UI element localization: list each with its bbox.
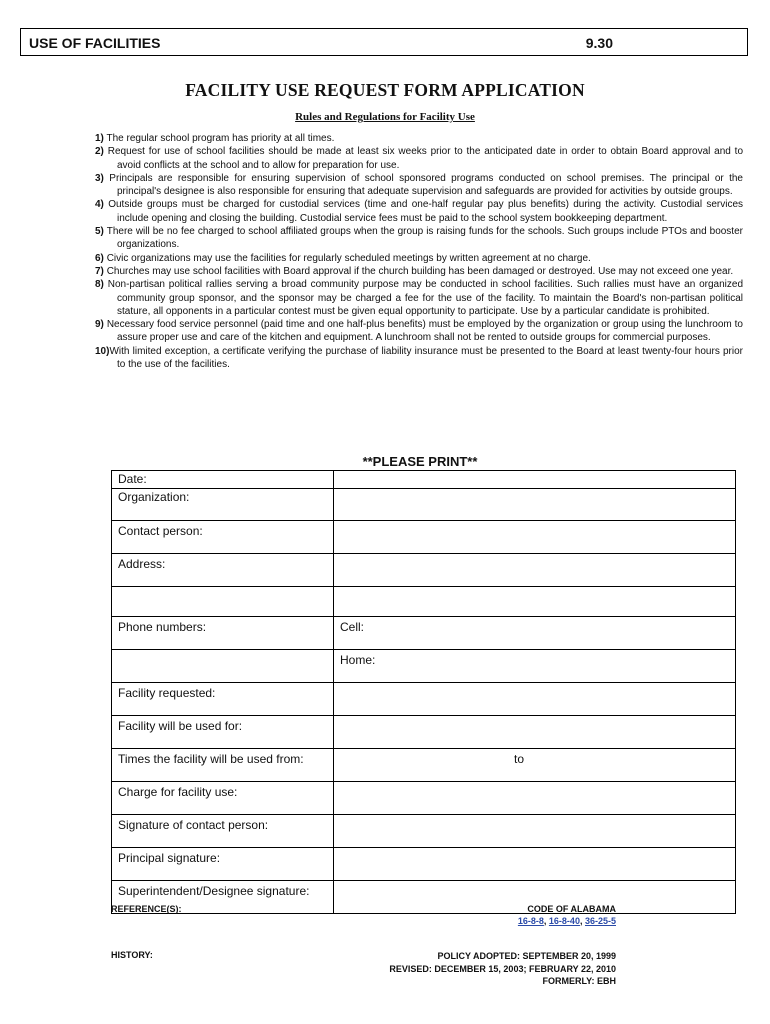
rule-text: Civic organizations may use the facilities for regularly scheduled meetings by written agreement at no charge.: [106, 252, 591, 264]
section-number: 9.30: [585, 35, 613, 51]
signature-contact-label: Signature of contact person:: [112, 815, 334, 848]
list-item: [95, 145, 743, 172]
list-item: [95, 252, 743, 265]
date-label: Date:: [112, 471, 334, 489]
rule-text: Necessary food service personnel (paid time and one half-plus benefits) must be employed by the organization or group using the lunchroom to assure proper use and care of the kitchen and equipment. A lunchroom shall not be rented to outside groups for commercial purposes.: [106, 319, 743, 344]
list-item: [95, 172, 743, 199]
rule-number: 8): [95, 279, 104, 291]
contact-person-field[interactable]: [334, 521, 736, 554]
principal-signature-label: Principal signature:: [112, 848, 334, 881]
home-label: Home:: [340, 653, 376, 667]
address-continued-label: [112, 587, 334, 617]
rule-text: Principals are responsible for ensuring supervision of school sponsored programs conducted on school premises. The principal or the principal's designee is also responsible for ensuring that adequate supervision and safeguards are provided for activities by outside groups.: [109, 172, 743, 198]
rule-number: 6): [95, 252, 104, 264]
code-link[interactable]: 36-25-5: [584, 915, 616, 926]
rule-number: 9): [95, 319, 104, 331]
charge-label: Charge for facility use:: [112, 782, 334, 815]
policy-adopted: POLICY ADOPTED: SEPTEMBER 20, 1999: [437, 951, 616, 961]
phone-blank-label: [112, 650, 334, 683]
list-item: [95, 198, 743, 225]
facility-requested-label: Facility requested:: [112, 683, 334, 716]
rule-text: Non-partisan political rallies serving a broad community purpose may be conducted in school facilities. Such rallies must have an organized community group sponsor, and the sponsor may be charged a fee for the use of the facility. To maintain the Board's non-partisan political stature, all opponents in a particular contest must be given equal opportunity to participate. Use by a particular candidate is prohibited.: [107, 279, 744, 317]
page-title: FACILITY USE REQUEST FORM APPLICATION: [185, 80, 585, 100]
times-used-label: Times the facility will be used from:: [112, 749, 334, 782]
page-subtitle: Rules and Regulations for Facility Use: [295, 111, 475, 123]
rule-text: Request for use of school facilities should be made at least six weeks prior to the anticipated date in order to obtain Board approval and to avoid conflicts at the school and to allow for preparation for use.: [107, 146, 744, 171]
please-print-heading: **PLEASE PRINT**: [362, 454, 478, 469]
facility-requested-field[interactable]: [334, 683, 736, 716]
principal-signature-field[interactable]: [334, 848, 736, 881]
policy-history: [389, 950, 616, 988]
rule-number: 5): [95, 226, 104, 238]
rule-text: There will be no fee charged to school affiliated groups when the group is raising funds for the schools. Such groups include PTOs and booster organizations.: [106, 226, 743, 251]
rule-number: 4): [95, 199, 104, 211]
home-phone-field[interactable]: [334, 650, 736, 683]
rule-number: 7): [95, 265, 104, 277]
list-item: [95, 225, 743, 252]
superintendent-signature-label: Superintendent/Designee signature:: [112, 881, 334, 914]
address-field[interactable]: [334, 554, 736, 587]
rule-number: 2): [95, 146, 104, 158]
section-header: [20, 28, 748, 56]
list-item: [95, 278, 743, 318]
cell-label: Cell:: [340, 620, 365, 634]
section-title: USE OF FACILITIES: [29, 35, 161, 51]
references-label: REFERENCE(S):: [111, 904, 182, 914]
list-item: [95, 132, 743, 145]
signature-contact-field[interactable]: [334, 815, 736, 848]
charge-field[interactable]: [334, 782, 736, 815]
rule-text: The regular school program has priority at all times.: [106, 133, 335, 144]
history-label: HISTORY:: [111, 950, 153, 960]
code-of-alabama: [518, 904, 616, 927]
list-item: [95, 345, 743, 372]
contact-person-label: Contact person:: [112, 521, 334, 554]
facility-used-for-label: Facility will be used for:: [112, 716, 334, 749]
address-field-line-2[interactable]: [334, 587, 736, 617]
list-item: [95, 318, 743, 345]
facility-used-for-field[interactable]: [334, 716, 736, 749]
cell-phone-field[interactable]: [334, 617, 736, 650]
rule-number: 3): [95, 172, 104, 184]
rule-number: 1): [95, 133, 104, 144]
rule-text: With limited exception, a certificate verifying the purchase of liability insurance must be presented to the Board at least twenty-four hours prior to the use of the facilities.: [109, 345, 743, 371]
address-label: Address:: [112, 554, 334, 587]
organization-field[interactable]: [334, 489, 736, 521]
phone-numbers-label: Phone numbers:: [112, 617, 334, 650]
list-item: [95, 265, 743, 278]
date-field[interactable]: [334, 471, 736, 489]
code-link[interactable]: 16-8-8: [517, 915, 544, 926]
code-link[interactable]: 16-8-40: [548, 915, 580, 926]
facility-request-form: [111, 470, 736, 914]
rule-number: 10): [95, 345, 110, 357]
rule-text: Outside groups must be charged for custodial services (time and one-half regular pay plus benefits) during the activity. Custodial services include opening and closing the building. Custodial service fees must be paid to the school system bookkeeping department.: [108, 199, 744, 224]
to-label: to: [514, 752, 525, 766]
code-title: CODE OF ALABAMA: [527, 904, 616, 914]
times-used-field[interactable]: [334, 749, 736, 782]
policy-formerly: FORMERLY: EBH: [542, 976, 616, 986]
policy-revised: REVISED: DECEMBER 15, 2003; FEBRUARY 22, 2010: [389, 963, 616, 974]
code-links: 16-8-8, 16-8-40, 36-25-5: [517, 915, 616, 926]
rules-list: [95, 132, 743, 371]
organization-label: Organization:: [112, 489, 334, 521]
rule-text: Churches may use school facilities with Board approval if the church building has been damaged or destroyed. Use may not exceed one year.: [106, 265, 734, 277]
